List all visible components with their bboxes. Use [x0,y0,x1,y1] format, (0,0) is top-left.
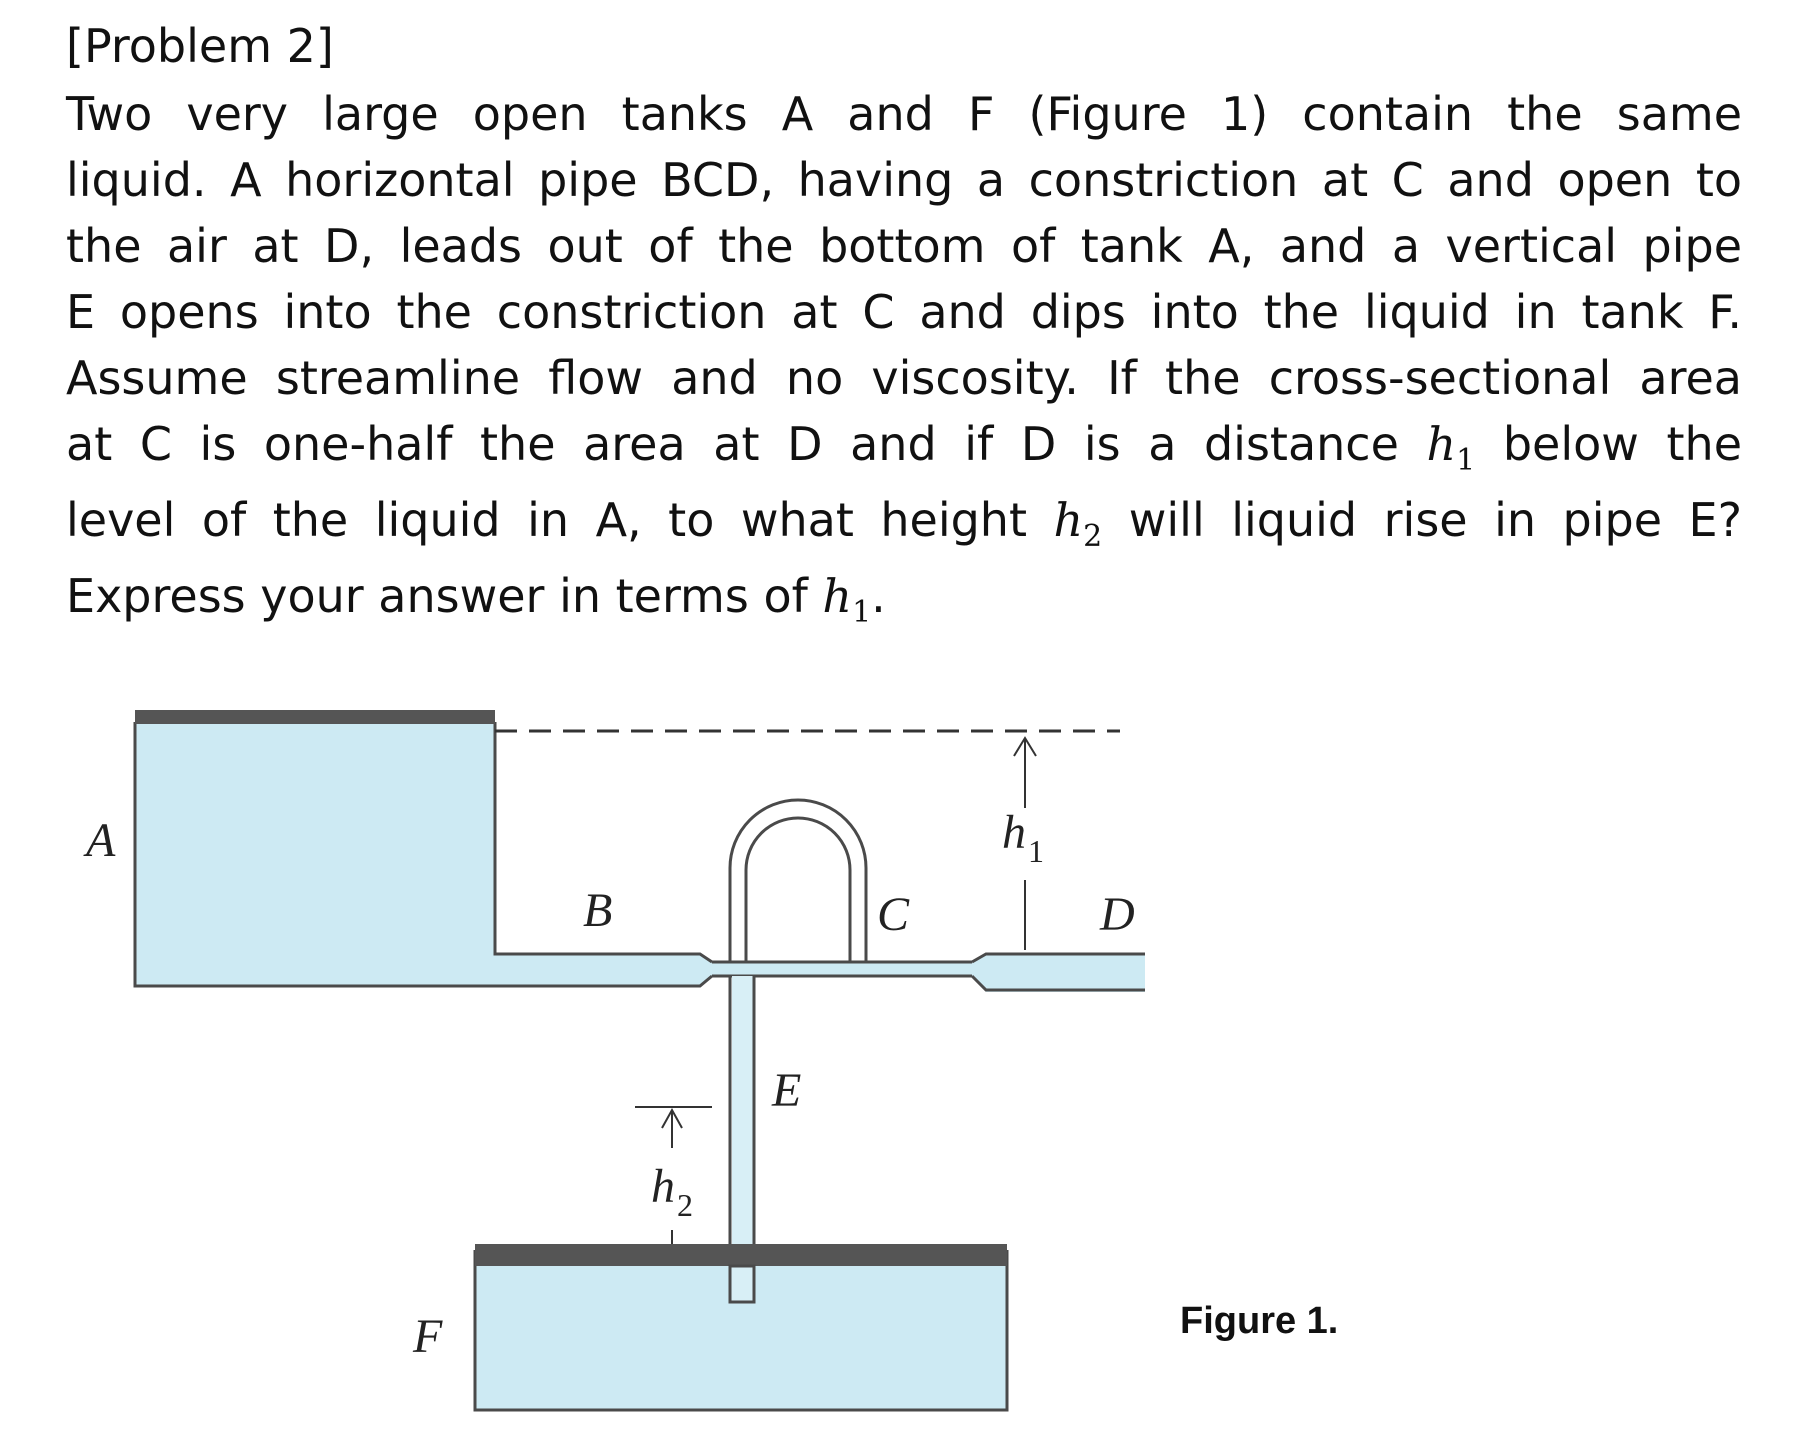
label-d: D [1100,888,1135,941]
label-e: E [772,1064,802,1117]
problem-line: Two very large open tanks A and F (Figure 1) contain the same [66,87,1742,141]
constriction-c-liquid [712,962,972,976]
label-h1: h [1002,806,1026,859]
label-h2: h [651,1160,675,1213]
figure-caption: Figure 1. [1180,1300,1339,1342]
u-tube-inner [746,818,850,962]
text-segment: will liquid rise in pipe E? [1128,493,1743,547]
pipe-e-tip [730,1266,754,1302]
label-a: A [86,814,116,867]
label-f: F [413,1310,443,1363]
label-h2-subscript: 2 [677,1187,693,1223]
symbol-h1: $h_1$ [1426,417,1476,478]
label-h1-subscript: 1 [1028,833,1044,869]
pipe-d-liquid [972,954,1145,992]
label-c: C [877,888,910,941]
text-segment: at C is one-half the area at D and if D is a distance [66,417,1399,471]
problem-line: E opens into the constriction at C and dips into the liquid in tank F. [66,285,1742,339]
text-segment: below the [1502,417,1742,471]
text-segment: level of the liquid in A, to what height [66,493,1027,547]
tank-f-surface [475,1244,1007,1266]
text-segment: Express your answer in terms of [66,569,808,623]
tank-a-liquid [135,722,712,986]
u-tube-outer [730,800,866,962]
symbol-h2: $h_2$ [1053,493,1103,554]
label-b: B [583,884,613,937]
problem-line: liquid. A horizontal pipe BCD, having a constriction at C and open to [66,153,1742,207]
problem-line: Express your answer in terms of $h_1$. [66,569,886,630]
problem-heading: [Problem 2] [66,19,334,73]
tank-a-surface [135,710,495,724]
problem-line: Assume streamline flow and no viscosity. If the cross-sectional area [66,351,1742,405]
problem-line: the air at D, leads out of the bottom of tank A, and a vertical pipe [66,219,1742,273]
symbol-h1: $h_1$ [822,569,872,630]
